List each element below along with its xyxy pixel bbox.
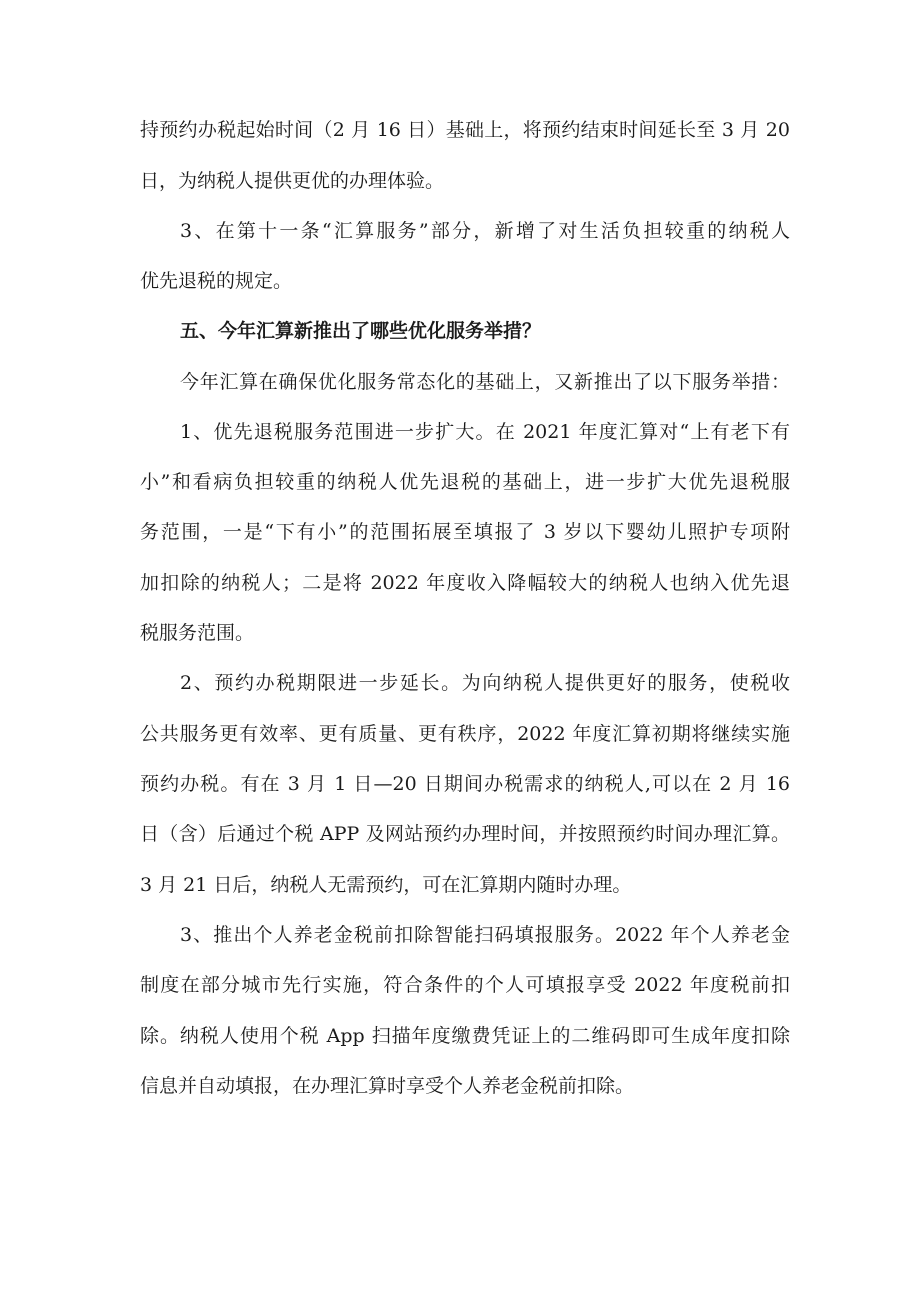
text-line: 日（含）后通过个税 APP 及网站预约办理时间，并按照预约时间办理汇算。 bbox=[140, 823, 790, 845]
text-line: 除。纳税人使用个税 App 扫描年度缴费凭证上的二维码即可生成年度扣除 bbox=[140, 1025, 790, 1047]
text-line: 日，为纳税人提供更优的办理体验。 bbox=[140, 170, 445, 192]
text-line: 2、预约办税期限进一步延长。为向纳税人提供更好的服务，使税收 bbox=[180, 672, 790, 694]
text-line: 3、推出个人养老金税前扣除智能扫码填报服务。2022 年个人养老金 bbox=[180, 924, 790, 946]
text-line: 信息并自动填报，在办理汇算时享受个人养老金税前扣除。 bbox=[140, 1075, 635, 1097]
text-line: 持预约办税起始时间（2 月 16 日）基础上，将预约结束时间延长至 3 月 20 bbox=[140, 119, 790, 141]
text-line: 1、优先退税服务范围进一步扩大。在 2021 年度汇算对“上有老下有 bbox=[180, 421, 790, 443]
text-line: 制度在部分城市先行实施，符合条件的个人可填报享受 2022 年度税前扣 bbox=[140, 974, 790, 996]
text-line: 小”和看病负担较重的纳税人优先退税的基础上，进一步扩大优先退税服 bbox=[140, 471, 790, 493]
text-line: 加扣除的纳税人；二是将 2022 年度收入降幅较大的纳税人也纳入优先退 bbox=[140, 572, 790, 594]
text-line: 3 月 21 日后，纳税人无需预约，可在汇算期内随时办理。 bbox=[140, 874, 632, 896]
text-line: 税服务范围。 bbox=[140, 622, 255, 644]
text-line: 优先退税的规定。 bbox=[140, 270, 293, 292]
text-line: 3、在第十一条“汇算服务”部分，新增了对生活负担较重的纳税人 bbox=[180, 220, 790, 242]
text-line: 公共服务更有效率、更有质量、更有秩序，2022 年度汇算初期将继续实施 bbox=[140, 723, 790, 745]
text-line: 务范围，一是“下有小”的范围拓展至填报了 3 岁以下婴幼儿照护专项附 bbox=[140, 521, 790, 543]
text-line: 预约办税。有在 3 月 1 日—20 日期间办税需求的纳税人,可以在 2 月 16 bbox=[140, 773, 790, 795]
text-line: 今年汇算在确保优化服务常态化的基础上，又新推出了以下服务举措： bbox=[180, 371, 790, 393]
section-heading: 五、今年汇算新推出了哪些优化服务举措？ bbox=[180, 320, 542, 342]
